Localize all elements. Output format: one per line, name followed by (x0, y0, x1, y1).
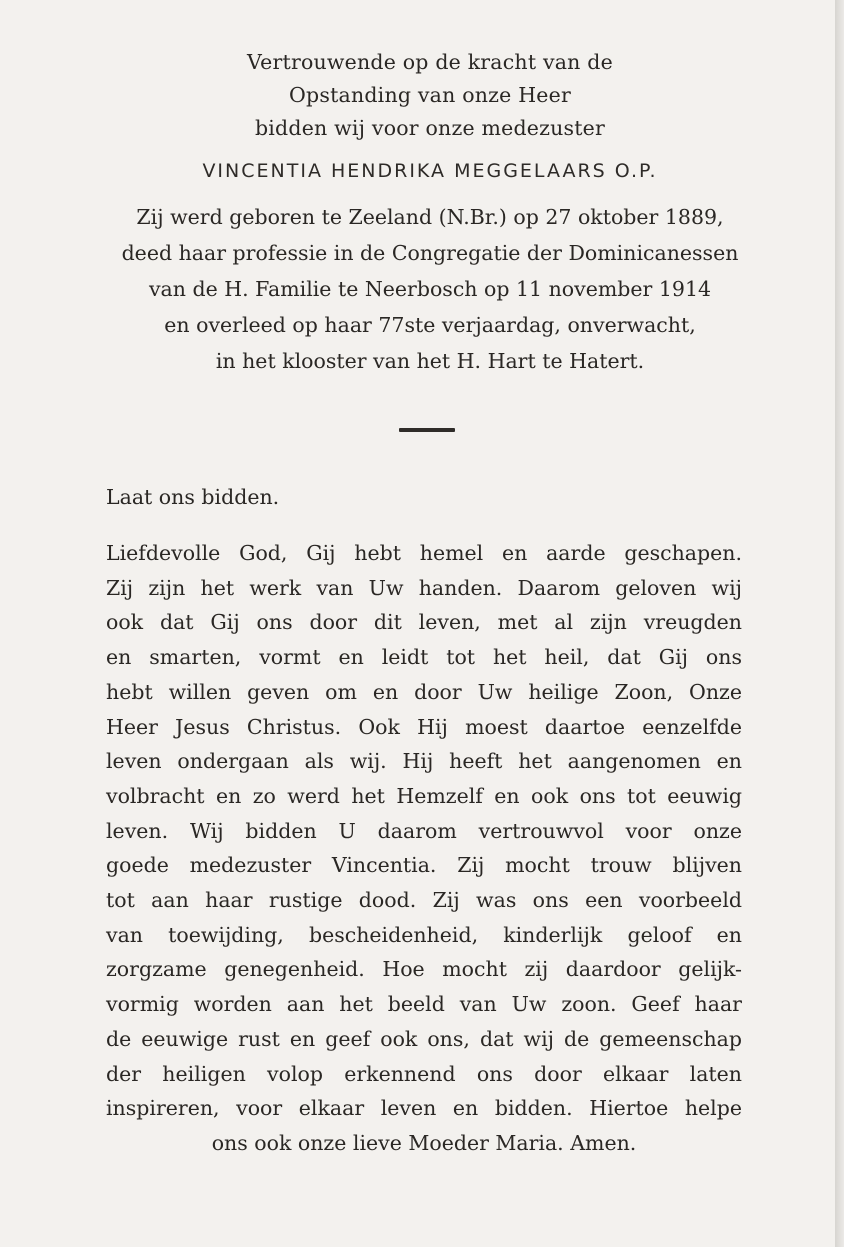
bio-line: deed haar professie in de Congregatie der Dominicanessen (121, 241, 739, 265)
prayer-line: tot aan haar rustige dood. Zij was ons een voorbeeld (106, 888, 742, 913)
prayer-line: ook dat Gij ons door dit leven, met al zijn vreugden (106, 610, 742, 635)
prayer-line: ons ook onze lieve Moeder Maria. Amen. (211, 1130, 637, 1155)
section-divider (399, 428, 455, 432)
prayer-line: vormig worden aan het beeld van Uw zoon. Geef haar (106, 992, 742, 1017)
intro-text (100, 46, 760, 145)
intro-line: Opstanding van onze Heer (289, 83, 571, 107)
bio-line: en overleed op haar 77ste verjaardag, onverwacht, (164, 313, 696, 337)
prayer-line: goede medezuster Vincentia. Zij mocht trouw blijven (106, 853, 742, 878)
prayer-line: van toewijding, bescheidenheid, kinderlijk geloof en (106, 922, 742, 947)
biography (100, 199, 760, 379)
prayer-line: de eeuwige rust en geef ook ons, dat wij de gemeenschap (106, 1026, 742, 1051)
intro-line: Vertrouwende op de kracht van de (247, 50, 613, 74)
deceased-name: VINCENTIA HENDRIKA MEGGELAARS O.P. (202, 160, 658, 182)
card-edge (836, 0, 844, 1247)
bio-line: Zij werd geboren te Zeeland (N.Br.) op 27 oktober 1889, (136, 205, 724, 229)
bio-line: in het klooster van het H. Hart te Hatert. (215, 349, 645, 373)
prayer-line: leven. Wij bidden U daarom vertrouwvol voor onze (106, 818, 742, 843)
prayer-text (106, 536, 742, 1161)
prayer-line: Zij zijn het werk van Uw handen. Daarom geloven wij (106, 575, 742, 600)
prayer-line: der heiligen volop erkennend ons door elkaar laten (106, 1061, 742, 1086)
prayer-line: Heer Jesus Christus. Ook Hij moest daartoe eenzelfde (106, 714, 742, 739)
prayer-line: hebt willen geven om en door Uw heilige Zoon, Onze (106, 679, 742, 704)
prayer-heading: Laat ons bidden. (106, 485, 280, 509)
prayer-line: volbracht en zo werd het Hemzelf en ook ons tot eeuwig (106, 783, 742, 808)
prayer-line: zorgzame genegenheid. Hoe mocht zij daardoor gelijk- (106, 957, 742, 982)
bio-line: van de H. Familie te Neerbosch op 11 november 1914 (148, 277, 712, 301)
intro-line: bidden wij voor onze medezuster (254, 116, 606, 140)
prayer-line: inspireren, voor elkaar leven en bidden. Hiertoe helpe (106, 1096, 742, 1121)
prayer-line: en smarten, vormt en leidt tot het heil, dat Gij ons (106, 645, 742, 670)
prayer-line: leven ondergaan als wij. Hij heeft het aangenomen en (106, 749, 742, 774)
prayer-line: Liefdevolle God, Gij hebt hemel en aarde geschapen. (106, 541, 742, 565)
